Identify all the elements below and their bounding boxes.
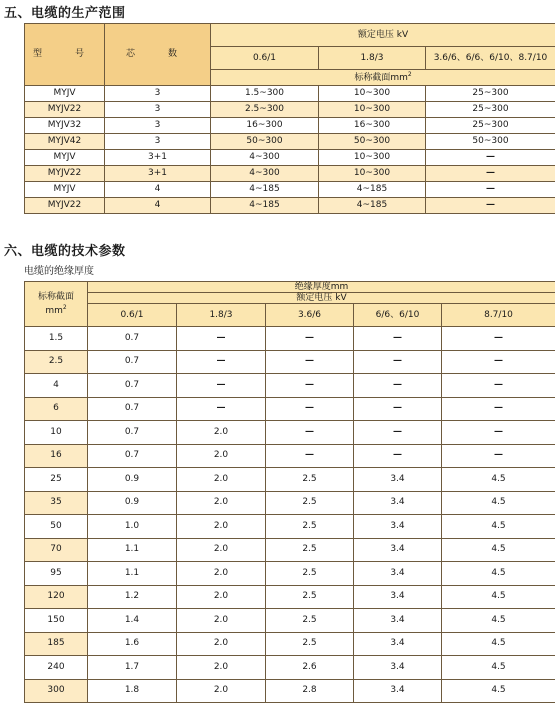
section-cell: 10	[25, 421, 88, 445]
section-cell: 50	[25, 515, 88, 539]
model-cell: MYJV	[25, 150, 105, 166]
table-row	[25, 182, 555, 198]
thickness-cell: —	[442, 374, 555, 398]
header-rated-voltage: 额定电压 kV	[88, 293, 555, 304]
thickness-cell: 3.4	[354, 609, 442, 633]
thickness-cell: 2.0	[177, 562, 266, 586]
thickness-cell: 3.4	[354, 491, 442, 515]
thickness-cell: 2.5	[266, 538, 354, 562]
thickness-cell: 4.5	[442, 632, 555, 656]
section-cell: 4	[25, 374, 88, 398]
range-cell: —	[426, 198, 555, 214]
range-cell: 2.5~300	[211, 102, 319, 118]
header-insulation: 绝缘厚度mm	[88, 282, 555, 293]
table-row	[25, 374, 555, 398]
table-row	[25, 538, 555, 562]
range-cell: 50~300	[426, 134, 555, 150]
thickness-cell: 4.5	[442, 609, 555, 633]
header-voltage: 3.6/6	[266, 304, 354, 327]
range-cell: 10~300	[319, 166, 426, 182]
model-cell: MYJV	[25, 86, 105, 102]
thickness-cell: 0.7	[88, 421, 177, 445]
section-cell: 95	[25, 562, 88, 586]
thickness-cell: 1.8	[88, 679, 177, 703]
section6-title: 六、电缆的技术参数	[4, 244, 126, 259]
thickness-cell: 2.0	[177, 656, 266, 680]
range-cell: 50~300	[319, 134, 426, 150]
range-cell: 50~300	[211, 134, 319, 150]
production-range-body	[25, 86, 555, 214]
thickness-cell: 2.0	[177, 491, 266, 515]
cores-cell: 3	[105, 118, 211, 134]
thickness-cell: 4.5	[442, 585, 555, 609]
table-row	[25, 150, 555, 166]
thickness-cell: 1.4	[88, 609, 177, 633]
thickness-cell: 2.5	[266, 468, 354, 492]
thickness-cell: 3.4	[354, 562, 442, 586]
thickness-cell: 1.1	[88, 562, 177, 586]
header-voltage: 1.8/3	[177, 304, 266, 327]
range-cell: 16~300	[319, 118, 426, 134]
range-cell: 10~300	[319, 150, 426, 166]
table-row	[25, 515, 555, 539]
production-range-table	[24, 23, 555, 214]
table-row	[25, 656, 555, 680]
table-row	[25, 562, 555, 586]
thickness-cell: —	[442, 444, 555, 468]
thickness-cell: 2.0	[177, 585, 266, 609]
cores-cell: 3	[105, 86, 211, 102]
thickness-cell: 4.5	[442, 515, 555, 539]
thickness-cell: 2.0	[177, 609, 266, 633]
cores-cell: 4	[105, 182, 211, 198]
range-cell: 1.5~300	[211, 86, 319, 102]
header-voltage: 0.6/1	[211, 47, 319, 70]
thickness-cell: —	[266, 350, 354, 374]
table-row	[25, 444, 555, 468]
thickness-cell: 1.0	[88, 515, 177, 539]
range-cell: 25~300	[426, 102, 555, 118]
thickness-cell: —	[442, 397, 555, 421]
table-row	[25, 421, 555, 445]
table-row	[25, 350, 555, 374]
thickness-cell: 3.4	[354, 679, 442, 703]
header-model: 型 号	[25, 24, 105, 86]
range-cell: —	[426, 182, 555, 198]
section6-subtitle: 电缆的绝缘厚度	[24, 266, 94, 277]
thickness-cell: —	[177, 397, 266, 421]
insulation-thickness-body	[25, 327, 555, 703]
range-cell: 4~185	[319, 182, 426, 198]
thickness-cell: 1.6	[88, 632, 177, 656]
table-row	[25, 609, 555, 633]
section-cell: 70	[25, 538, 88, 562]
model-cell: MYJV42	[25, 134, 105, 150]
header-voltage: 8.7/10	[442, 304, 555, 327]
model-cell: MYJV22	[25, 198, 105, 214]
thickness-cell: —	[442, 327, 555, 351]
thickness-cell: 3.4	[354, 656, 442, 680]
header-voltage: 0.6/1	[88, 304, 177, 327]
thickness-cell: —	[266, 327, 354, 351]
thickness-cell: 3.4	[354, 515, 442, 539]
thickness-cell: 2.0	[177, 538, 266, 562]
thickness-cell: —	[177, 350, 266, 374]
thickness-cell: —	[266, 397, 354, 421]
section5-title: 五、电缆的生产范围	[4, 6, 126, 21]
table-row	[25, 397, 555, 421]
thickness-cell: 3.4	[354, 632, 442, 656]
thickness-cell: 2.0	[177, 421, 266, 445]
table-row	[25, 327, 555, 351]
header-section: 标称截面 $mm^2$	[25, 282, 88, 327]
header-voltage: 3.6/6、6/6、6/10、8.7/10	[426, 47, 555, 70]
thickness-cell: 0.7	[88, 374, 177, 398]
thickness-cell: —	[354, 421, 442, 445]
range-cell: 4~300	[211, 150, 319, 166]
thickness-cell: 2.0	[177, 468, 266, 492]
thickness-cell: 4.5	[442, 656, 555, 680]
section-cell: 240	[25, 656, 88, 680]
range-cell: 16~300	[211, 118, 319, 134]
thickness-cell: 3.4	[354, 585, 442, 609]
thickness-cell: 2.5	[266, 609, 354, 633]
header-voltage: 1.8/3	[319, 47, 426, 70]
range-cell: 10~300	[319, 86, 426, 102]
section-cell: 35	[25, 491, 88, 515]
table-row	[25, 86, 555, 102]
thickness-cell: 4.5	[442, 679, 555, 703]
thickness-cell: —	[177, 327, 266, 351]
table-row	[25, 102, 555, 118]
thickness-cell: 2.0	[177, 632, 266, 656]
thickness-cell: 2.0	[177, 515, 266, 539]
thickness-cell: —	[354, 397, 442, 421]
range-cell: —	[426, 150, 555, 166]
range-cell: 10~300	[319, 102, 426, 118]
thickness-cell: —	[266, 421, 354, 445]
section-cell: 300	[25, 679, 88, 703]
cores-cell: 3	[105, 134, 211, 150]
section-cell: 150	[25, 609, 88, 633]
section-cell: 6	[25, 397, 88, 421]
section-cell: 2.5	[25, 350, 88, 374]
thickness-cell: 1.1	[88, 538, 177, 562]
section-cell: 185	[25, 632, 88, 656]
thickness-cell: —	[266, 374, 354, 398]
cores-cell: 4	[105, 198, 211, 214]
section-cell: 16	[25, 444, 88, 468]
thickness-cell: —	[442, 421, 555, 445]
table-row	[25, 166, 555, 182]
thickness-cell: 0.7	[88, 444, 177, 468]
model-cell: MYJV22	[25, 166, 105, 182]
cores-cell: 3	[105, 102, 211, 118]
thickness-cell: —	[177, 374, 266, 398]
thickness-cell: 2.0	[177, 679, 266, 703]
cores-cell: 3+1	[105, 166, 211, 182]
thickness-cell: 0.9	[88, 491, 177, 515]
range-cell: 4~185	[211, 182, 319, 198]
thickness-cell: 2.6	[266, 656, 354, 680]
thickness-cell: —	[442, 350, 555, 374]
thickness-cell: 2.5	[266, 632, 354, 656]
table-row	[25, 679, 555, 703]
thickness-cell: 4.5	[442, 562, 555, 586]
thickness-cell: 2.5	[266, 515, 354, 539]
section-cell: 120	[25, 585, 88, 609]
range-cell: 4~185	[319, 198, 426, 214]
thickness-cell: —	[266, 444, 354, 468]
header-section: 标称截面$mm^2$	[211, 70, 555, 86]
thickness-cell: 1.2	[88, 585, 177, 609]
header-cores: 芯 数	[105, 24, 211, 86]
section-cell: 25	[25, 468, 88, 492]
thickness-cell: 2.0	[177, 444, 266, 468]
table-row	[25, 491, 555, 515]
range-cell: —	[426, 166, 555, 182]
thickness-cell: —	[354, 374, 442, 398]
table-row	[25, 134, 555, 150]
model-cell: MYJV32	[25, 118, 105, 134]
header-voltage: 6/6、6/10	[354, 304, 442, 327]
thickness-cell: 0.7	[88, 350, 177, 374]
table-row	[25, 468, 555, 492]
insulation-thickness-table	[24, 281, 555, 703]
thickness-cell: 0.7	[88, 327, 177, 351]
model-cell: MYJV	[25, 182, 105, 198]
thickness-cell: —	[354, 327, 442, 351]
cores-cell: 3+1	[105, 150, 211, 166]
range-cell: 4~300	[211, 166, 319, 182]
thickness-cell: 1.7	[88, 656, 177, 680]
thickness-cell: 3.4	[354, 538, 442, 562]
section-cell: 1.5	[25, 327, 88, 351]
table-row	[25, 198, 555, 214]
thickness-cell: 0.9	[88, 468, 177, 492]
table-row	[25, 118, 555, 134]
thickness-cell: 4.5	[442, 538, 555, 562]
range-cell: 25~300	[426, 118, 555, 134]
header-rated-voltage: 额定电压 kV	[211, 24, 555, 47]
range-cell: 4~185	[211, 198, 319, 214]
thickness-cell: 2.8	[266, 679, 354, 703]
thickness-cell: 2.5	[266, 562, 354, 586]
thickness-cell: —	[354, 444, 442, 468]
model-cell: MYJV22	[25, 102, 105, 118]
thickness-cell: 0.7	[88, 397, 177, 421]
thickness-cell: 2.5	[266, 585, 354, 609]
table-row	[25, 632, 555, 656]
range-cell: 25~300	[426, 86, 555, 102]
thickness-cell: 4.5	[442, 491, 555, 515]
thickness-cell: 3.4	[354, 468, 442, 492]
thickness-cell: —	[354, 350, 442, 374]
thickness-cell: 4.5	[442, 468, 555, 492]
thickness-cell: 2.5	[266, 491, 354, 515]
table-row	[25, 585, 555, 609]
